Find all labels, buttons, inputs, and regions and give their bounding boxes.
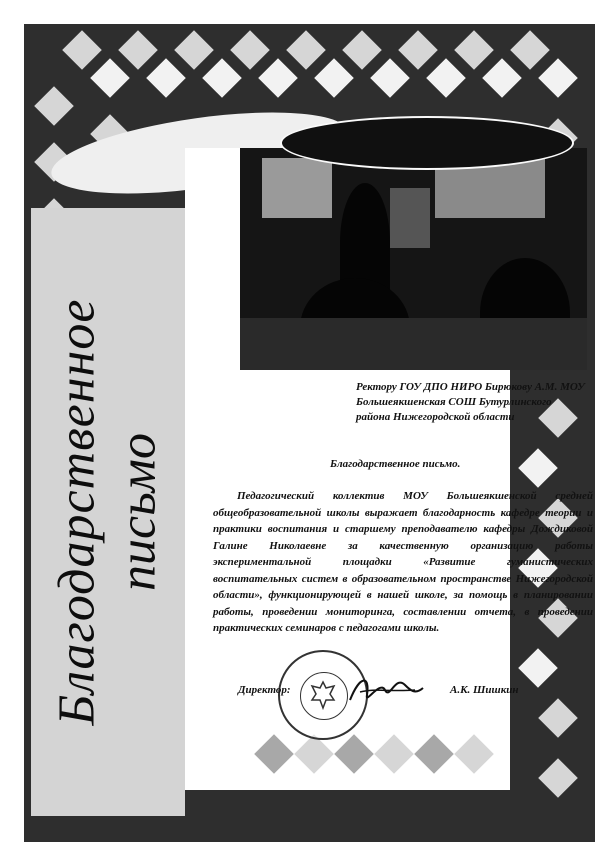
diamond-ornament: [286, 30, 326, 70]
signature-icon: [345, 670, 425, 710]
diamond-ornament: [34, 86, 74, 126]
decorative-ellipse-black: [280, 116, 574, 170]
addressee-block: Ректору ГОУ ДПО НИРО Бирюкову А.М. МОУ Большеякшенская СОШ Бутурлинского района Нижегородской области: [356, 381, 585, 423]
diamond-ornament: [518, 648, 558, 688]
diamond-ornament: [62, 30, 102, 70]
diamond-ornament: [454, 30, 494, 70]
diamond-ornament: [254, 734, 294, 774]
diamond-ornament: [538, 58, 578, 98]
diamond-ornament: [146, 58, 186, 98]
diamond-ornament: [426, 58, 466, 98]
diamond-ornament: [374, 734, 414, 774]
diamond-ornament: [294, 734, 334, 774]
diamond-ornament: [510, 30, 550, 70]
photo-board: [390, 188, 430, 248]
diamond-ornament: [398, 30, 438, 70]
title-line-1: Благодарственное: [48, 298, 106, 726]
diamond-ornament: [482, 58, 522, 98]
eagle-emblem-icon: [310, 680, 336, 710]
diamond-ornament: [370, 58, 410, 98]
letter-body: Педагогический коллектив МОУ Большеякшенской средней общеобразовательной школы выражает благодарность кафедре теории и практики воспитания и старшему преподавателю кафедры Дождиковой Галине Николаевне за качественную организацию работы экспериментальной площадки «Развитие гуманистических воспитательных систем в образовательном пространстве Нижегородской области», функционирующей в нашей школе, за помощь в планировании работы, проведении мониторинга, составлении отчета, в проведении практических семинаров с педагогами школы.: [213, 490, 593, 634]
diamond-ornament: [90, 58, 130, 98]
diamond-ornament: [202, 58, 242, 98]
diamond-ornament: [258, 58, 298, 98]
director-name: А.К. Шишкин: [450, 684, 519, 696]
document-title: [50, 202, 165, 822]
diamond-ornament: [334, 734, 374, 774]
title-line-2: письмо: [109, 433, 166, 591]
diamond-ornament: [230, 30, 270, 70]
diamond-ornament: [342, 30, 382, 70]
director-label: Директор:: [238, 684, 291, 696]
letter-heading: Благодарственное письмо.: [330, 458, 461, 470]
diamond-ornament: [118, 30, 158, 70]
diamond-ornament: [174, 30, 214, 70]
classroom-photo: [240, 148, 587, 370]
diamond-ornament: [414, 734, 454, 774]
photo-window: [262, 158, 332, 218]
diamond-ornament: [538, 758, 578, 798]
diamond-ornament: [538, 698, 578, 738]
diamond-ornament: [314, 58, 354, 98]
diamond-ornament: [518, 448, 558, 488]
diamond-ornament: [454, 734, 494, 774]
photo-desk: [240, 318, 587, 370]
